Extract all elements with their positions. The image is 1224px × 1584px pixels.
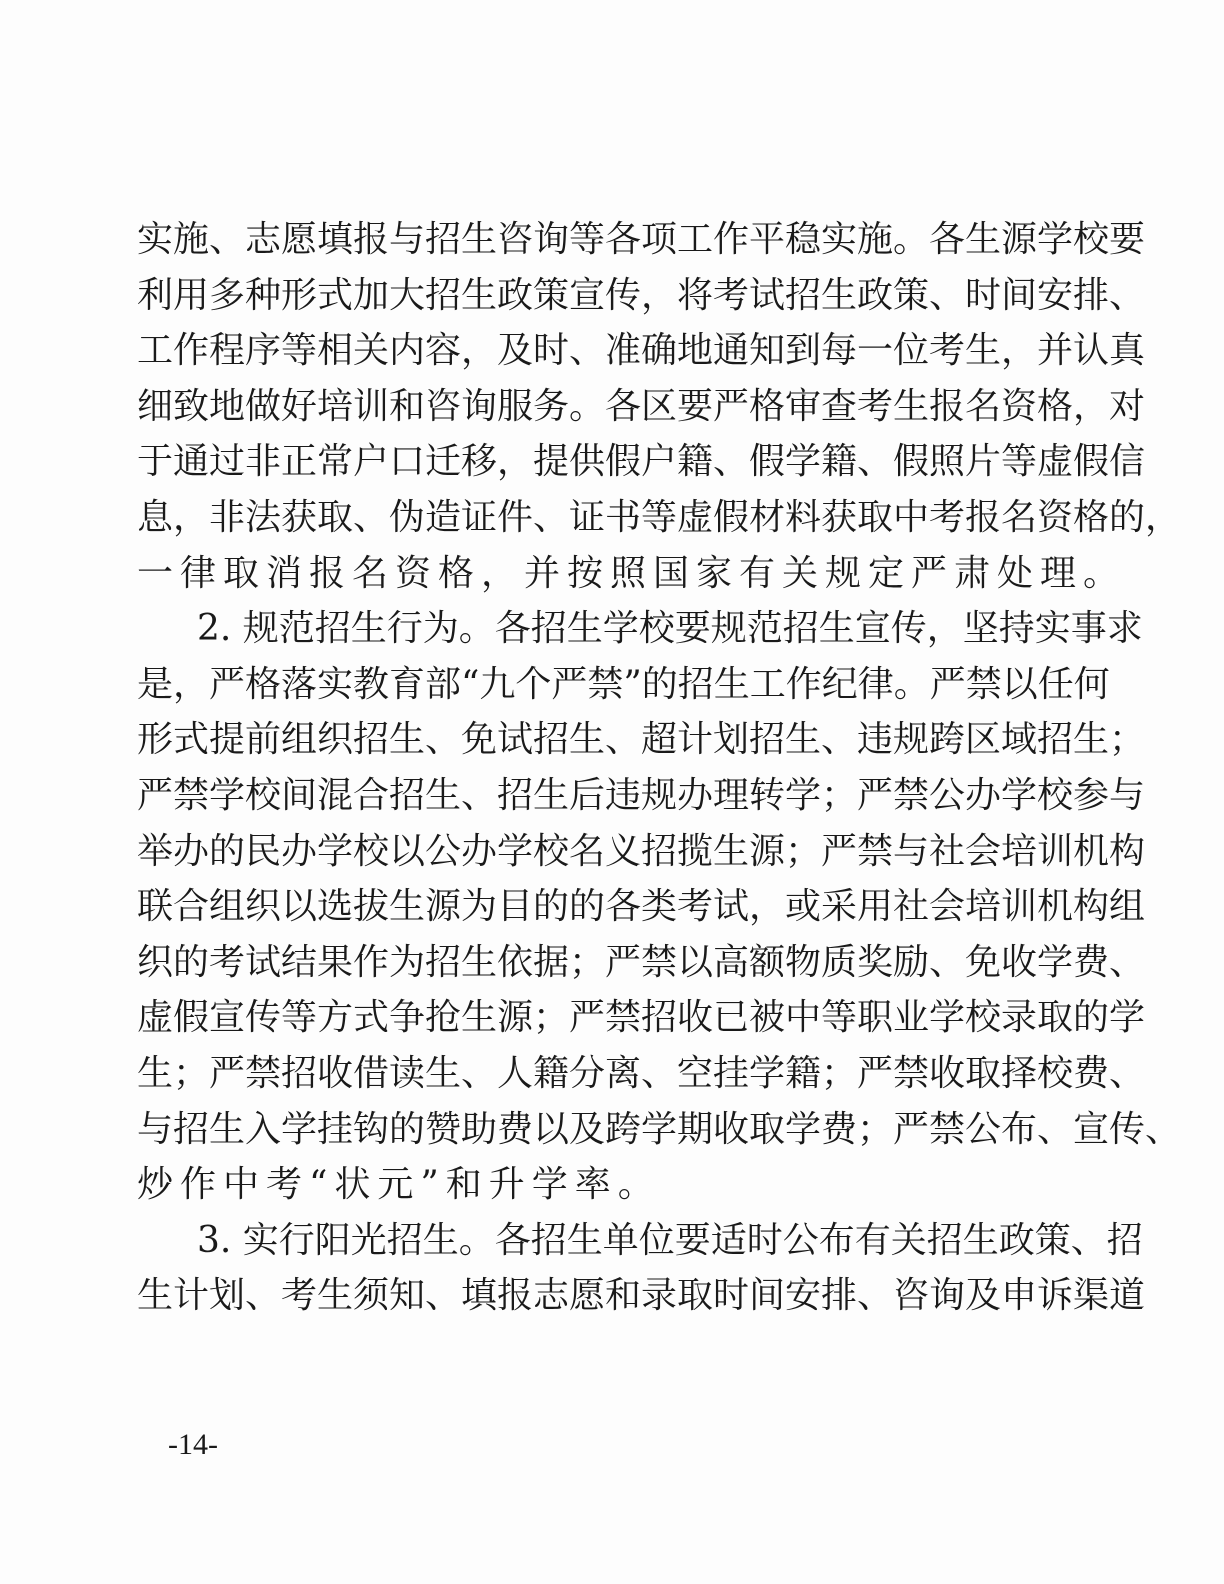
text-line: 是，严格落实教育部“九个严禁”的招生工作纪律。严禁以任何: [137, 663, 1110, 705]
text-line: 利用多种形式加大招生政策宣传，将考试招生政策、时间安排、: [137, 274, 1146, 316]
text-line: 形式提前组织招生、免试招生、超计划招生、违规跨区域招生；: [137, 719, 1146, 761]
text-line: 实施、志愿填报与招生咨询等各项工作平稳实施。各生源学校要: [137, 219, 1146, 260]
text-line: 3. 实行阳光招生。各招生单位要适时公布有关招生政策、招: [197, 1219, 1143, 1261]
text-line: 虚假宣传等方式争抢生源；严禁招收已被中等职业学校录取的学: [137, 997, 1146, 1039]
text-line: 与招生入学挂钩的赞助费以及跨学期收取学费；严禁公布、宣传、: [137, 1108, 1182, 1150]
text-line: 于通过非正常户口迁移，提供假户籍、假学籍、假照片等虚假信: [137, 441, 1146, 483]
text-line: 炒作中考“状元”和升学率。: [137, 1164, 661, 1206]
text-line: 细致地做好培训和咨询服务。各区要严格审查考生报名资格，对: [137, 385, 1146, 427]
text-line: 织的考试结果作为招生依据；严禁以高额物质奖励、免收学费、: [137, 941, 1146, 983]
text-line: 生；严禁招收借读生、人籍分离、空挂学籍；严禁收取择校费、: [137, 1052, 1146, 1094]
text-line: 息，非法获取、伪造证件、证书等虚假材料获取中考报名资格的，: [137, 496, 1182, 538]
text-line: 举办的民办学校以公办学校名义招揽生源；严禁与社会培训机构: [137, 830, 1146, 872]
text-line: 工作程序等相关内容，及时、准确地通知到每一位考生，并认真: [137, 330, 1146, 372]
text-line: 一律取消报名资格，并按照国家有关规定严肃处理。: [137, 552, 1127, 594]
body-text: [137, 212, 1182, 1324]
text-line: 严禁学校间混合招生、招生后违规办理转学；严禁公办学校参与: [137, 774, 1146, 816]
text-line: 2. 规范招生行为。各招生学校要规范招生宣传，坚持实事求: [197, 608, 1143, 650]
text-line: 生计划、考生须知、填报志愿和录取时间安排、咨询及申诉渠道: [137, 1275, 1146, 1317]
page-number: -14-: [168, 1428, 218, 1461]
text-line: 联合组织以选拔生源为目的的各类考试，或采用社会培训机构组: [137, 886, 1146, 928]
